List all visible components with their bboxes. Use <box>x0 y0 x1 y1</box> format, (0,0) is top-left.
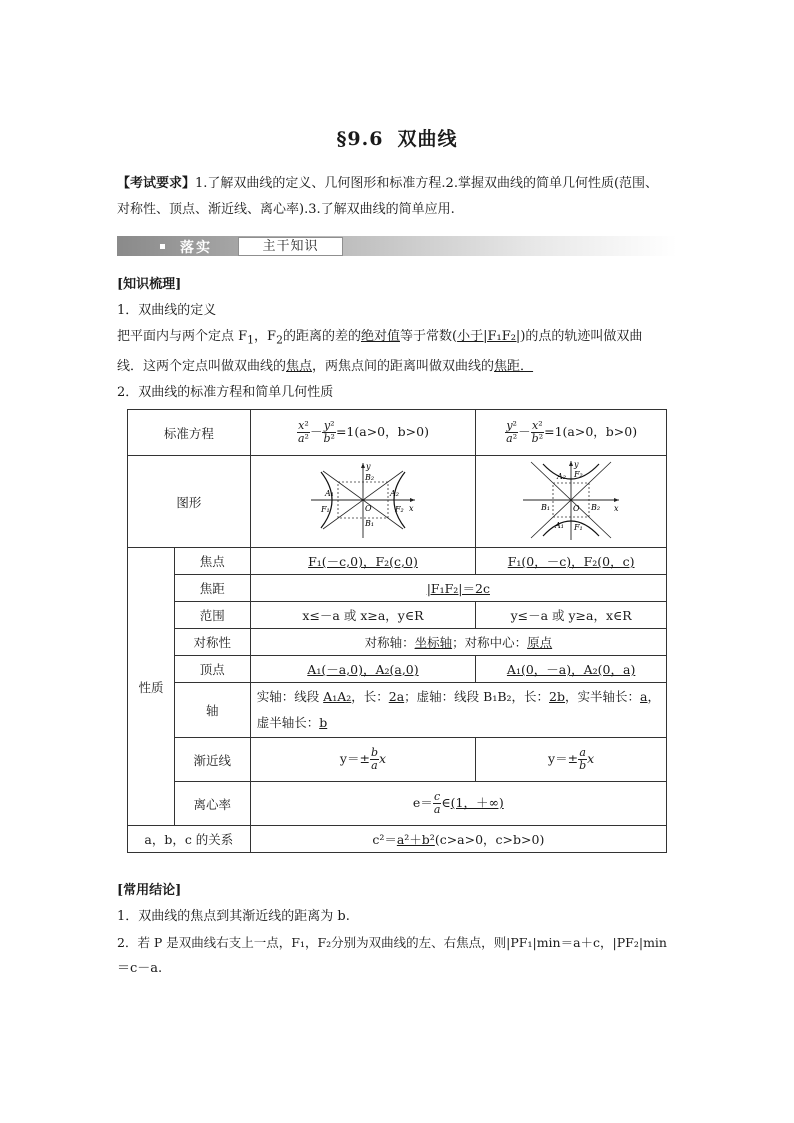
point-label: F₂ <box>394 505 404 514</box>
value-cell <box>476 656 667 683</box>
conclusion-2-line2: ＝c－a. <box>117 961 163 976</box>
equation-vertical: $\frac{\text{y²}}{\text{a²}}$ － $\frac{\text{x²}}{\text{b²}}$ =1(a>0，b>0) <box>476 410 667 456</box>
cell-text: c²＝ <box>372 832 397 847</box>
hyperbola-horizontal-figure <box>307 460 419 540</box>
cell-text: ；对称中心： <box>452 635 528 650</box>
point-label: F₁ <box>574 523 583 532</box>
point-label: A₁ <box>555 521 565 530</box>
definition-title: 1．双曲线的定义 <box>117 303 217 318</box>
point-label: A₂ <box>557 472 567 481</box>
answer-blank: A₁A₂ <box>323 689 352 704</box>
fraction: $\frac{a}{b}$ <box>579 746 587 772</box>
knowledge-section <box>117 272 683 406</box>
point-label: B₂ <box>364 473 375 482</box>
point-label: O <box>573 504 580 513</box>
exam-req-line1: 1.了解双曲线的定义、几何图形和标准方程.2.掌握双曲线的简单几何性质(范围、 <box>195 176 659 191</box>
banner-box: 主干知识 <box>238 237 343 256</box>
value-cell <box>250 656 476 683</box>
def-text: )的点的轨迹叫做双曲 <box>520 329 643 344</box>
answer-blank: a <box>640 689 648 704</box>
graph-vertical-cell <box>476 456 667 548</box>
point-label: B₂ <box>591 503 601 512</box>
axis-label: x <box>614 504 619 513</box>
def-text: ，两焦点间的距离叫做双曲线的 <box>312 358 495 374</box>
cell-text: (c>a>0，c>b>0) <box>434 832 545 847</box>
point-label: F₁ <box>320 505 330 514</box>
fraction: $\frac{\text{x²}}{\text{b²}}$ <box>531 419 544 445</box>
row-label: 对称性 <box>174 629 250 656</box>
row-label: 离心率 <box>174 782 250 826</box>
def-blank: 小于|F₁F₂| <box>457 329 521 344</box>
exam-req-label: 【考试要求】 <box>117 176 196 191</box>
row-label: 渐近线 <box>174 738 250 782</box>
def-text: 把平面内与两个定点 F <box>117 329 248 344</box>
row-label: a，b，c 的关系 <box>128 826 251 853</box>
value-cell: y＝± $\frac{a}{b}$ x <box>476 738 667 782</box>
def-text: 的距离的差的 <box>282 329 361 344</box>
answer-blank: 2a <box>388 689 405 704</box>
table-row <box>128 826 667 853</box>
value-cell: x≤－a 或 x≥a，y∈R <box>250 602 476 629</box>
table-row <box>128 656 667 683</box>
value-cell <box>250 826 666 853</box>
row-label: 轴 <box>174 683 250 738</box>
point-label: B₁ <box>364 519 375 528</box>
fraction: $\frac{\text{y²}}{\text{b²}}$ <box>323 419 335 445</box>
cell-text: ；虚轴：线段 B₁B₂，长： <box>404 689 550 704</box>
answer-blank: (1，＋∞) <box>450 795 504 810</box>
knowledge-heading: [知识梳理] <box>117 277 182 292</box>
properties-table <box>127 409 667 853</box>
value-cell <box>250 683 666 738</box>
section-number: §9.6 <box>336 128 384 150</box>
standard-equation-title: 2．双曲线的标准方程和简单几何性质 <box>117 384 334 400</box>
table-row <box>128 683 667 738</box>
point-label: A₁ <box>324 489 334 498</box>
row-label: 范围 <box>174 602 250 629</box>
section-banner <box>117 236 677 256</box>
answer-blank: 原点 <box>527 635 553 650</box>
exam-requirements <box>117 171 683 223</box>
cell-text: 实轴：线段 <box>256 689 324 704</box>
section-name: 双曲线 <box>397 128 458 150</box>
table-row <box>128 782 667 826</box>
fraction: $\frac{\text{y²}}{\text{a²}}$ <box>506 419 518 445</box>
def-blank: 焦距． <box>494 358 534 374</box>
fraction: $\frac{\text{x²}}{\text{a²}}$ <box>297 419 309 445</box>
answer-blank: 坐标轴 <box>414 635 453 650</box>
cell-text: y＝± <box>548 751 579 766</box>
equation-text: =1(a>0，b>0) <box>544 424 638 439</box>
fraction: $\frac{b}{a}$ <box>370 746 378 772</box>
value-cell <box>250 782 666 826</box>
cell-text: ，长： <box>351 689 389 704</box>
row-label: 顶点 <box>174 656 250 683</box>
axis-label: y <box>365 462 371 471</box>
cell-text: ∈ <box>441 795 451 810</box>
conclusion-1: 1．双曲线的焦点到其渐近线的距离为 b. <box>117 909 350 924</box>
answer-blank: a²＋b² <box>396 832 435 847</box>
hyperbola-vertical-figure <box>519 458 623 542</box>
answer-blank: F₁(－c,0)，F₂(c,0) <box>308 554 418 569</box>
banner-tag: 落实 <box>180 240 212 256</box>
equation-text: =1(a>0，b>0) <box>335 424 429 439</box>
axis-label: x <box>408 504 414 513</box>
axis-label: y <box>574 460 579 469</box>
table-row <box>128 629 667 656</box>
cell-text: 对称轴： <box>364 635 415 650</box>
def-blank: 焦点 <box>286 358 313 374</box>
banner-bullet-icon <box>160 244 165 249</box>
row-label: 标准方程 <box>128 410 251 456</box>
value-cell <box>250 629 666 656</box>
def-text: ，F <box>254 329 277 344</box>
answer-blank: b <box>319 715 328 730</box>
value-cell <box>476 548 667 575</box>
definition-line1: 把平面内与两个定点 $F_1$，$F_2$的距离的差的绝对值等于常数(小于|F₁F₂|)的点的轨迹叫做双曲 <box>117 329 643 347</box>
def-text: 等于常数( <box>400 329 458 344</box>
answer-blank: 2b <box>549 689 566 704</box>
value-cell <box>250 548 476 575</box>
answer-blank: A₁(0，－a)，A₂(0，a) <box>506 662 636 677</box>
table-row <box>128 410 667 456</box>
graph-horizontal-cell <box>250 456 476 548</box>
exam-req-line2: 对称性、顶点、渐近线、离心率).3.了解双曲线的简单应用. <box>117 202 455 217</box>
table-row <box>128 548 667 575</box>
answer-blank: |F₁F₂|＝2c <box>426 581 490 596</box>
table-row <box>128 738 667 782</box>
conclusions-heading: [常用结论] <box>117 883 182 898</box>
page-title <box>0 124 794 151</box>
point-label: F₂ <box>574 470 583 479</box>
point-label: A₂ <box>389 489 399 498</box>
answer-blank: A₁(－a,0)，A₂(a,0) <box>307 662 419 677</box>
table-row <box>128 456 667 548</box>
row-label: 焦距 <box>174 575 250 602</box>
row-label: 焦点 <box>174 548 250 575</box>
def-blank: 绝对值 <box>360 329 400 344</box>
table-row <box>128 575 667 602</box>
point-label: B₁ <box>541 503 551 512</box>
equation-horizontal: $\frac{\text{x²}}{\text{a²}}$ － $\frac{\text{y²}}{\text{b²}}$ =1(a>0，b>0) <box>250 410 476 456</box>
row-label: 性质 <box>128 548 175 826</box>
cell-text: ，虚半轴长： <box>256 689 660 730</box>
value-cell: y≤－a 或 y≥a，x∈R <box>476 602 667 629</box>
cell-text: e＝ <box>412 795 433 810</box>
point-label: O <box>364 504 372 513</box>
conclusions-section <box>117 878 683 982</box>
row-label: 图形 <box>128 456 251 548</box>
answer-blank: F₁(0，－c)，F₂(0，c) <box>507 554 635 569</box>
def-text: 线．这两个定点叫做双曲线的 <box>117 358 287 374</box>
conclusion-2-line1: 2．若 P 是双曲线右支上一点，F₁，F₂分别为双曲线的左、右焦点，则|PF₁|min＝a＋c，|PF₂|min <box>117 935 667 950</box>
table-row <box>128 602 667 629</box>
value-cell: y＝± $\frac{b}{a}$ x <box>250 738 476 782</box>
cell-text: ，实半轴长： <box>565 689 641 704</box>
value-cell <box>250 575 666 602</box>
definition-line2 <box>117 354 683 380</box>
fraction: $\frac{c}{a}$ <box>433 790 441 816</box>
cell-text: y＝± <box>339 751 370 766</box>
